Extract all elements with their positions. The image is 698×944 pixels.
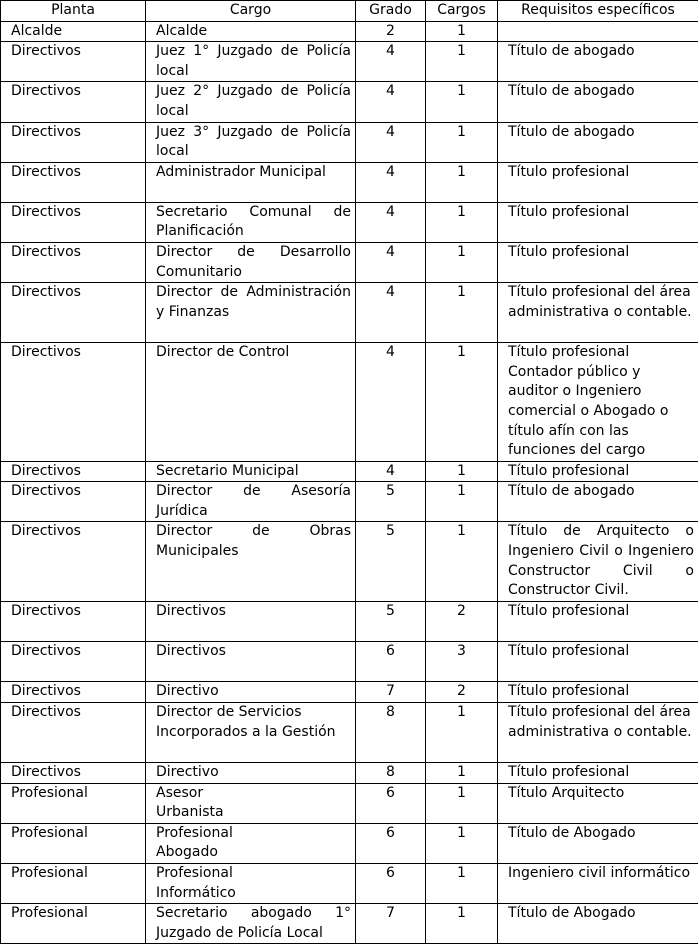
cell-cargo: Director de Administración y Finanzas: [146, 283, 356, 343]
cell-grado: 5: [356, 522, 426, 602]
cell-requisitos: Título profesional: [498, 162, 698, 202]
cell-cargos: 1: [426, 763, 498, 784]
cell-cargo: Director de Control: [146, 343, 356, 462]
cell-cargo: Director de Servicios Incorporados a la Gestión: [146, 703, 356, 763]
cell-planta: Directivos: [1, 682, 146, 703]
table-row: [1, 202, 698, 242]
cell-cargo: Administrador Municipal: [146, 162, 356, 202]
cell-requisitos: Ingeniero civil informático: [498, 864, 698, 904]
table-row: [1, 682, 698, 703]
table-row: [1, 642, 698, 682]
header-grado: Grado: [356, 1, 426, 22]
cell-cargos: 1: [426, 82, 498, 122]
cell-planta: Directivos: [1, 202, 146, 242]
cell-grado: 5: [356, 482, 426, 522]
cell-requisitos: Título profesional: [498, 602, 698, 642]
table-row: [1, 162, 698, 202]
cell-grado: 7: [356, 682, 426, 703]
cell-grado: 4: [356, 283, 426, 343]
cell-grado: 4: [356, 343, 426, 462]
cell-grado: 4: [356, 461, 426, 482]
table-row: [1, 823, 698, 863]
cell-cargos: 1: [426, 461, 498, 482]
cell-cargos: 1: [426, 242, 498, 282]
cell-requisitos: Título Arquitecto: [498, 783, 698, 823]
cell-cargos: 1: [426, 42, 498, 82]
cell-requisitos: Título profesional: [498, 682, 698, 703]
table-row: [1, 602, 698, 642]
cell-requisitos: Título de abogado: [498, 42, 698, 82]
cell-cargos: 1: [426, 162, 498, 202]
cell-cargos: 2: [426, 602, 498, 642]
cell-grado: 2: [356, 21, 426, 42]
cell-requisitos: Título profesional del área administrativa o contable.: [498, 703, 698, 763]
cell-cargos: 1: [426, 864, 498, 904]
cell-grado: 6: [356, 823, 426, 863]
cell-planta: Profesional: [1, 783, 146, 823]
cell-cargo: Director de Asesoría Jurídica: [146, 482, 356, 522]
cell-cargos: 1: [426, 522, 498, 602]
table-row: [1, 904, 698, 944]
cell-cargos: 1: [426, 783, 498, 823]
cell-grado: 4: [356, 162, 426, 202]
cell-planta: Directivos: [1, 461, 146, 482]
cell-planta: Directivos: [1, 42, 146, 82]
cell-requisitos: Título de abogado: [498, 122, 698, 162]
cell-grado: 8: [356, 763, 426, 784]
cell-cargo: Director de Obras Municipales: [146, 522, 356, 602]
cell-requisitos: [498, 21, 698, 42]
cell-grado: 5: [356, 602, 426, 642]
table-row: [1, 864, 698, 904]
table-row: [1, 763, 698, 784]
cell-planta: Profesional: [1, 864, 146, 904]
cell-grado: 6: [356, 864, 426, 904]
cell-cargo: Asesor Urbanista: [146, 783, 356, 823]
cell-cargo: Directivos: [146, 602, 356, 642]
cell-grado: 6: [356, 783, 426, 823]
cell-requisitos: Título profesional: [498, 242, 698, 282]
cell-requisitos: Título profesional Contador público y auditor o Ingeniero comercial o Abogado o título afín con las funciones del cargo: [498, 343, 698, 462]
cell-cargos: 1: [426, 122, 498, 162]
table-row: [1, 343, 698, 462]
table-row: [1, 42, 698, 82]
cell-cargo: Director de Desarrollo Comunitario: [146, 242, 356, 282]
cell-cargos: 1: [426, 703, 498, 763]
cell-planta: Directivos: [1, 242, 146, 282]
table-row: [1, 522, 698, 602]
header-planta: Planta: [1, 1, 146, 22]
cell-requisitos: Título de Abogado: [498, 904, 698, 944]
cell-planta: Profesional: [1, 823, 146, 863]
header-cargos: Cargos: [426, 1, 498, 22]
table-row: [1, 21, 698, 42]
cell-requisitos: Título profesional: [498, 461, 698, 482]
cell-cargo: Directivo: [146, 763, 356, 784]
table-row: [1, 461, 698, 482]
cell-grado: 4: [356, 42, 426, 82]
cell-planta: Directivos: [1, 703, 146, 763]
cell-cargos: 3: [426, 642, 498, 682]
cell-requisitos: Título profesional del área administrativa o contable.: [498, 283, 698, 343]
cell-grado: 4: [356, 122, 426, 162]
cell-cargo: Alcalde: [146, 21, 356, 42]
cell-requisitos: Título de Arquitecto o Ingeniero Civil o Ingeniero Constructor Civil o Constructor Civil.: [498, 522, 698, 602]
cell-cargos: 2: [426, 682, 498, 703]
cell-cargo: Profesional Informático: [146, 864, 356, 904]
cell-planta: Directivos: [1, 162, 146, 202]
cell-cargo: Secretario Municipal: [146, 461, 356, 482]
table-row: [1, 122, 698, 162]
cell-cargos: 1: [426, 283, 498, 343]
cell-cargos: 1: [426, 202, 498, 242]
table-row: [1, 242, 698, 282]
cell-requisitos: Título profesional: [498, 763, 698, 784]
cell-requisitos: Título de abogado: [498, 82, 698, 122]
table-row: [1, 482, 698, 522]
table-row: [1, 82, 698, 122]
cell-grado: 6: [356, 642, 426, 682]
cell-grado: 4: [356, 202, 426, 242]
cell-planta: Directivos: [1, 283, 146, 343]
cell-planta: Directivos: [1, 602, 146, 642]
cell-grado: 8: [356, 703, 426, 763]
cell-requisitos: Título profesional: [498, 202, 698, 242]
header-requisitos: Requisitos específicos: [498, 1, 698, 22]
cell-requisitos: Título profesional: [498, 642, 698, 682]
cell-cargos: 1: [426, 823, 498, 863]
cell-cargos: 1: [426, 21, 498, 42]
cell-cargo: Directivos: [146, 642, 356, 682]
cell-cargo: Juez 1° Juzgado de Policía local: [146, 42, 356, 82]
cell-planta: Directivos: [1, 522, 146, 602]
cell-grado: 4: [356, 242, 426, 282]
cell-planta: Profesional: [1, 904, 146, 944]
cell-cargo: Secretario Comunal de Planificación: [146, 202, 356, 242]
table-header-row: [1, 1, 698, 22]
cell-planta: Directivos: [1, 482, 146, 522]
cell-requisitos: Título de abogado: [498, 482, 698, 522]
cell-cargos: 1: [426, 482, 498, 522]
cell-planta: Directivos: [1, 343, 146, 462]
cell-cargo: Profesional Abogado: [146, 823, 356, 863]
cell-cargos: 1: [426, 904, 498, 944]
cell-planta: Directivos: [1, 82, 146, 122]
cell-planta: Alcalde: [1, 21, 146, 42]
cell-planta: Directivos: [1, 122, 146, 162]
cell-cargo: Juez 2° Juzgado de Policía local: [146, 82, 356, 122]
cell-planta: Directivos: [1, 642, 146, 682]
table-row: [1, 703, 698, 763]
cell-requisitos: Título de Abogado: [498, 823, 698, 863]
cell-planta: Directivos: [1, 763, 146, 784]
header-cargo: Cargo: [146, 1, 356, 22]
cell-cargos: 1: [426, 343, 498, 462]
cell-grado: 7: [356, 904, 426, 944]
cell-cargo: Secretario abogado 1° Juzgado de Policía Local: [146, 904, 356, 944]
cell-cargo: Directivo: [146, 682, 356, 703]
table-row: [1, 783, 698, 823]
cell-grado: 4: [356, 82, 426, 122]
table-row: [1, 283, 698, 343]
cell-cargo: Juez 3° Juzgado de Policía local: [146, 122, 356, 162]
